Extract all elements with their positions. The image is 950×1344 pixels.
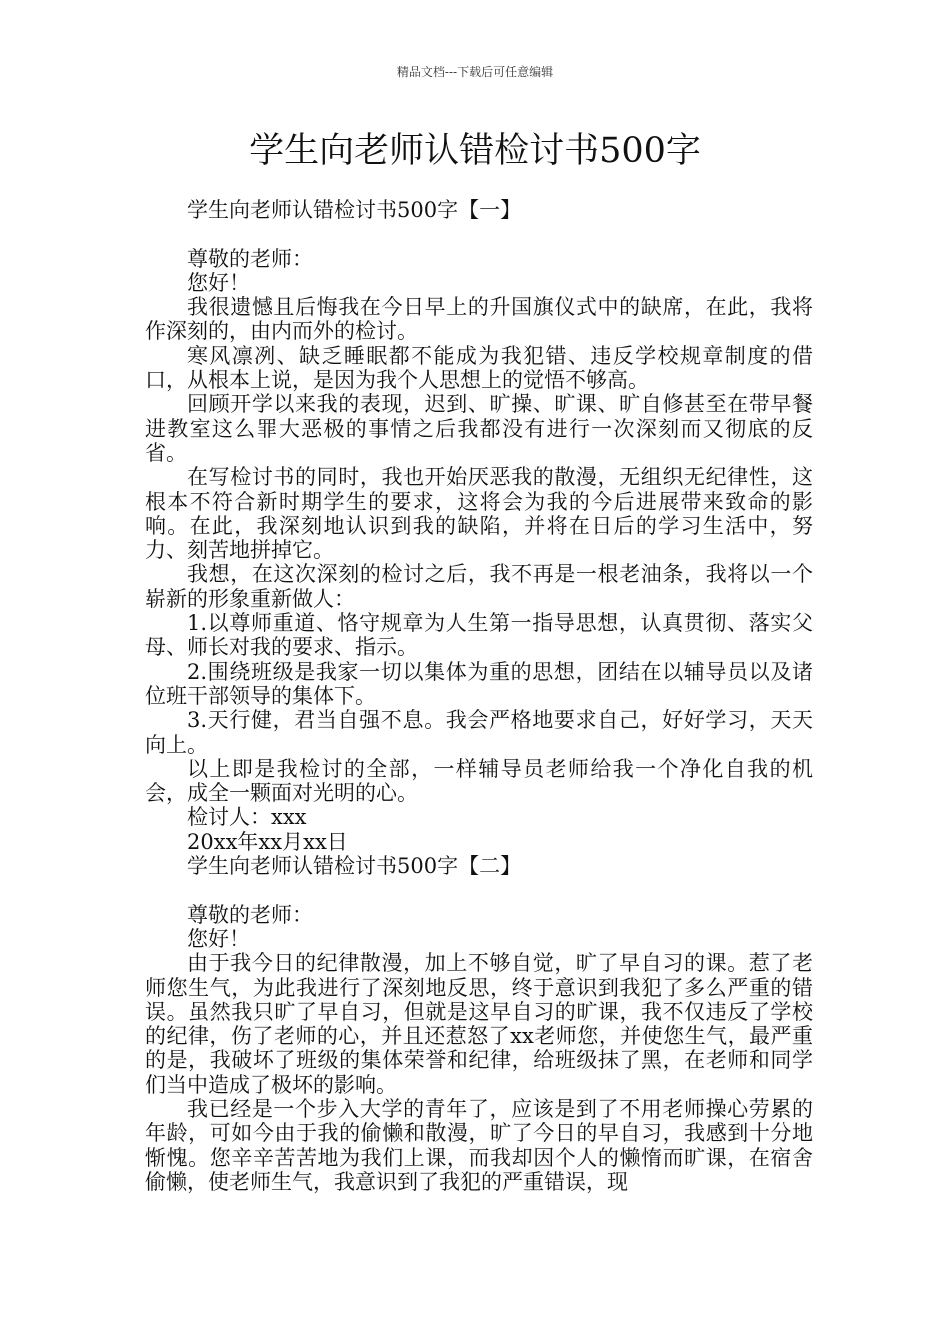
document-title: 学生向老师认错检讨书500字	[249, 131, 701, 171]
paragraph: 回顾开学以来我的表现，迟到、旷操、旷课、旷自修甚至在带早餐进教室这么罪大恶极的事情之后我都没有进行一次深刻而又彻底的反省。	[145, 392, 813, 465]
section-heading: 学生向老师认错检讨书500字【一】	[187, 198, 522, 222]
paragraph: 我很遗憾且后悔我在今日早上的升国旗仪式中的缺席，在此，我将作深刻的，由内而外的检讨。	[145, 295, 813, 344]
paragraph: 由于我今日的纪律散漫，加上不够自觉，旷了早自习的课。惹了老师您生气，为此我进行了深刻地反思，终于意识到我犯了多么严重的错误。虽然我只旷了早自习，但就是这早自习的旷课，我不仅违反了学校的纪律，伤了老师的心，并且还惹怒了xx老师您，并使您生气，最严重的是，我破坏了班级的集体荣誉和纪律，给班级抹了黑，在老师和同学们当中造成了极坏的影响。	[145, 951, 813, 1097]
paragraph: 我已经是一个步入大学的青年了，应该是到了不用老师操心劳累的年龄，可如今由于我的偷懒和散漫，旷了今日的早自习，我感到十分地惭愧。您辛辛苦苦地为我们上课，而我却因个人的懒惰而旷课，在宿舍偷懒，使老师生气，我意识到了我犯的严重错误，现	[145, 1096, 813, 1194]
document-body	[145, 198, 813, 1194]
section-heading: 学生向老师认错检讨书500字【二】	[187, 854, 522, 879]
list-item: 1.以尊师重道、恪守规章为人生第一指导思想，认真贯彻、落实父母、师长对我的要求、指示。	[145, 611, 813, 660]
blank-line	[145, 878, 813, 902]
salutation: 尊敬的老师：	[187, 902, 313, 927]
salutation: 尊敬的老师：	[187, 246, 313, 271]
signer: 检讨人：xxx	[187, 805, 307, 830]
greeting: 您好！	[187, 926, 250, 951]
date: 20xx年xx月xx日	[187, 829, 348, 854]
paragraph: 在写检讨书的同时，我也开始厌恶我的散漫，无组织无纪律性，这根本不符合新时期学生的要求，这将会为我的今后进展带来致命的影响。在此，我深刻地认识到我的缺陷，并将在日后的学习生活中，努力、刻苦地拼掉它。	[145, 465, 813, 563]
blank-line	[145, 222, 813, 246]
paragraph: 以上即是我检讨的全部，一样辅导员老师给我一个净化自我的机会，成全一颗面对光明的心。	[145, 756, 813, 806]
header-note: 精品文档---下载后可任意编辑	[396, 65, 554, 79]
list-item: 2.围绕班级是我家一切以集体为重的思想，团结在以辅导员以及诸位班干部领导的集体下。	[145, 659, 813, 708]
list-item: 3.天行健，君当自强不息。我会严格地要求自己，好好学习，天天向上。	[145, 708, 813, 757]
paragraph: 寒风凛冽、缺乏睡眠都不能成为我犯错、违反学校规章制度的借口，从根本上说，是因为我个人思想上的觉悟不够高。	[145, 343, 813, 393]
greeting: 您好！	[187, 270, 250, 295]
paragraph: 我想，在这次深刻的检讨之后，我不再是一根老油条，我将以一个崭新的形象重新做人：	[145, 562, 813, 611]
